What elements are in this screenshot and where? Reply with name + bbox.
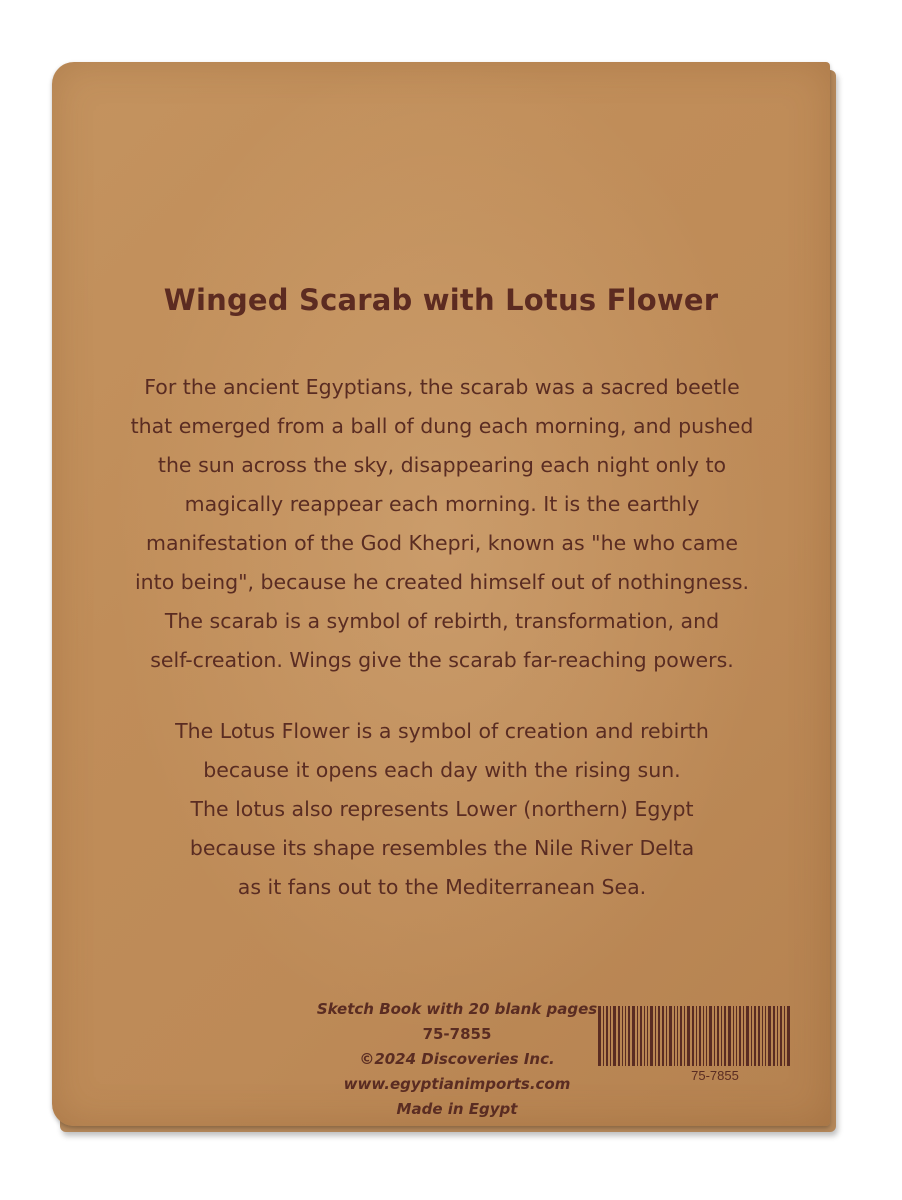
barcode-number: 75-7855	[691, 1068, 739, 1083]
barcode-bar	[706, 1006, 707, 1066]
barcode-bar	[714, 1006, 715, 1066]
barcode-bar	[662, 1006, 664, 1066]
barcode-bar	[692, 1006, 694, 1066]
barcode-bar	[743, 1006, 744, 1066]
barcode-bar	[717, 1006, 719, 1066]
scarab-paragraph	[92, 368, 792, 680]
barcode-bar	[680, 1006, 682, 1066]
barcode-bar	[677, 1006, 678, 1066]
barcode-bar	[754, 1006, 756, 1066]
barcode-bar	[687, 1006, 690, 1066]
product-sku: 75-7855	[422, 1025, 492, 1043]
scarab-line: For the ancient Egyptians, the scarab was a sacred beetle	[144, 375, 740, 399]
barcode-bar	[780, 1006, 782, 1066]
barcode-bar	[598, 1006, 601, 1066]
scarab-line: that emerged from a ball of dung each morning, and pushed	[130, 414, 754, 438]
barcode-bar	[736, 1006, 737, 1066]
barcode-bar	[637, 1006, 638, 1066]
notebook-back-cover	[52, 62, 830, 1126]
barcode-bar	[777, 1006, 778, 1066]
barcode-bar	[751, 1006, 752, 1066]
lotus-line: as it fans out to the Mediterranean Sea.	[237, 875, 647, 899]
scarab-line: self-creation. Wings give the scarab far-reaching powers.	[150, 648, 734, 672]
barcode-bar	[699, 1006, 701, 1066]
scarab-line: the sun across the sky, disappearing each night only to	[157, 453, 727, 477]
barcode-bar	[724, 1006, 726, 1066]
barcode-bar	[762, 1006, 763, 1066]
barcode-icon	[598, 1006, 808, 1066]
barcode-bar	[669, 1006, 672, 1066]
origin-text: Made in Egypt	[396, 1100, 518, 1118]
barcode-bar	[684, 1006, 685, 1066]
barcode-bar	[787, 1006, 790, 1066]
barcode-bar	[703, 1006, 704, 1066]
barcode-bar	[632, 1006, 635, 1066]
barcode-bar	[658, 1006, 660, 1066]
barcode-bar	[606, 1006, 608, 1066]
product-info	[302, 997, 612, 1122]
barcode-bar	[721, 1006, 722, 1066]
barcode-bar	[610, 1006, 611, 1066]
scarab-line: manifestation of the God Khepri, known as "he who came	[146, 531, 738, 555]
lotus-line: because its shape resembles the Nile River Delta	[189, 836, 695, 860]
barcode-bar	[728, 1006, 731, 1066]
website-text: www.egyptianimports.com	[343, 1075, 571, 1093]
cover-title: Winged Scarab with Lotus Flower	[163, 283, 719, 317]
copyright-text: ©2024 Discoveries Inc.	[359, 1050, 555, 1068]
barcode-bar	[650, 1006, 653, 1066]
barcode-bar	[613, 1006, 616, 1066]
barcode-bar	[765, 1006, 766, 1066]
scarab-line: into being", because he created himself out of nothingness.	[134, 570, 750, 594]
barcode-bar	[709, 1006, 712, 1066]
lotus-line: The Lotus Flower is a symbol of creation and rebirth	[175, 719, 709, 743]
lotus-line: because it opens each day with the rising sun.	[203, 758, 681, 782]
scarab-line: The scarab is a symbol of rebirth, transformation, and	[164, 609, 720, 633]
barcode-bar	[696, 1006, 697, 1066]
barcode-bar	[628, 1006, 630, 1066]
lotus-line: The lotus also represents Lower (northern) Egypt	[190, 797, 694, 821]
barcode-bar	[666, 1006, 667, 1066]
barcode-bar	[622, 1006, 623, 1066]
barcode-bar	[644, 1006, 645, 1066]
barcode-bar	[618, 1006, 620, 1066]
barcode-bar	[758, 1006, 760, 1066]
lotus-paragraph	[92, 712, 792, 907]
barcode-bar	[647, 1006, 648, 1066]
barcode-bar	[773, 1006, 775, 1066]
product-description: Sketch Book with 20 blank pages	[316, 1000, 598, 1018]
barcode-bar	[603, 1006, 604, 1066]
barcode-bar	[768, 1006, 771, 1066]
barcode-bar	[733, 1006, 734, 1066]
scarab-line: magically reappear each morning. It is the earthly	[184, 492, 700, 516]
barcode-bar	[640, 1006, 642, 1066]
barcode-bar	[625, 1006, 626, 1066]
barcode-bar	[784, 1006, 785, 1066]
barcode-bar	[739, 1006, 741, 1066]
barcode-bar	[655, 1006, 656, 1066]
barcode-bar	[746, 1006, 749, 1066]
barcode-bar	[674, 1006, 675, 1066]
